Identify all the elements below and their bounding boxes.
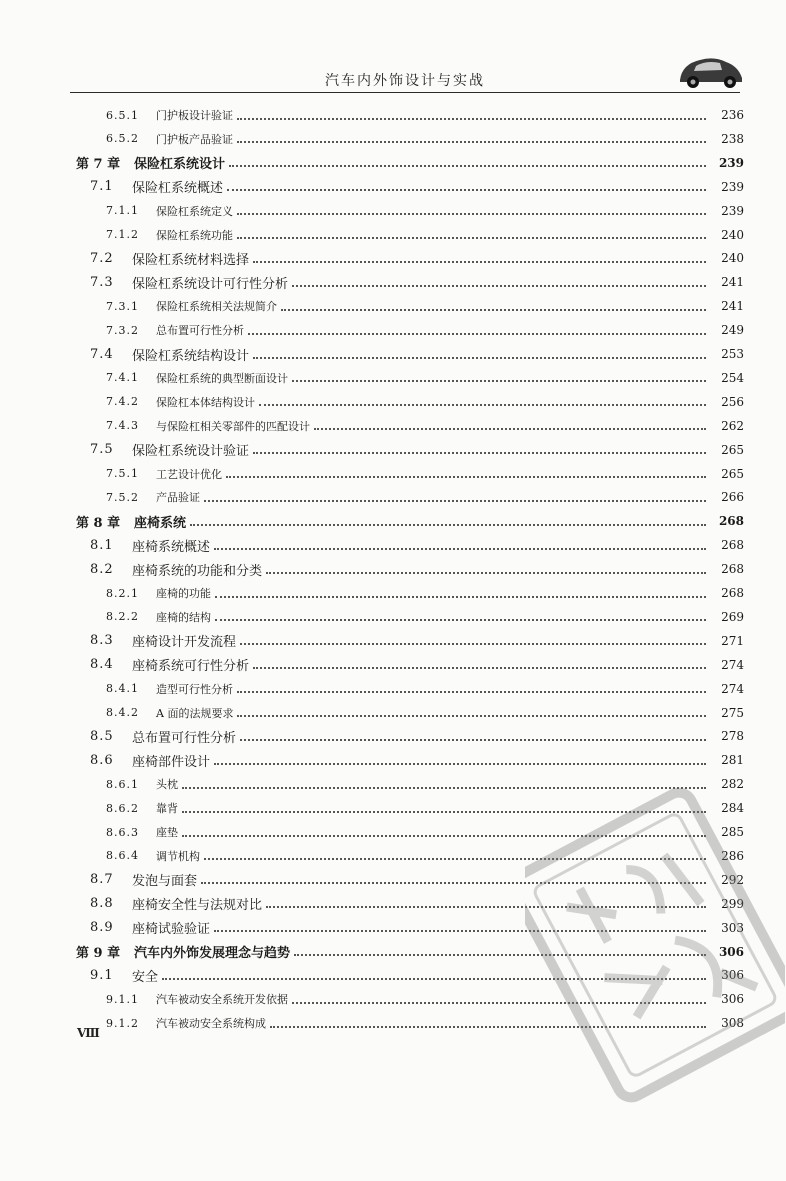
- toc-entry-number: 7.4.2: [106, 395, 139, 409]
- toc-entry-page: 271: [721, 633, 744, 648]
- toc-entry-title: 座椅试验验证: [132, 922, 211, 938]
- toc-entry-title: 发泡与面套: [132, 874, 198, 890]
- dot-leader: [190, 523, 706, 526]
- toc-entry-page: 238: [721, 131, 744, 146]
- toc-entry-title: 座椅安全性与法规对比: [132, 898, 263, 914]
- toc-entry-page: 274: [721, 681, 744, 696]
- watermark-stamp: [525, 780, 785, 1110]
- toc-entry-number: 8.7: [90, 872, 114, 888]
- toc-entry-number: 8.1: [90, 537, 114, 553]
- toc-entry-number: 8.2.2: [106, 610, 139, 624]
- dot-leader: [227, 188, 706, 191]
- toc-entry-page: 282: [721, 777, 744, 792]
- toc-entry-number: 8.6.2: [106, 801, 139, 815]
- toc-entry-page: 262: [721, 418, 744, 433]
- toc-subsection-row[interactable]: [106, 104, 744, 126]
- toc-entry-number: 8.6.1: [106, 777, 139, 791]
- toc-entry-number: 8.2.1: [106, 586, 139, 600]
- dot-leader: [240, 738, 706, 741]
- toc-entry-number: 7.3: [90, 274, 114, 290]
- dot-leader: [237, 690, 706, 693]
- toc-entry-number: 8.2: [90, 561, 114, 577]
- toc-entry-title: 座垫: [156, 826, 178, 839]
- toc-entry-title: 保险杠本体结构设计: [156, 395, 255, 409]
- toc-entry-page: 308: [721, 1016, 744, 1031]
- toc-section-row[interactable]: [90, 343, 744, 365]
- toc-entry-title: 安全: [132, 969, 159, 985]
- toc-subsection-row[interactable]: [106, 319, 744, 341]
- toc-entry-page: 306: [721, 992, 744, 1007]
- dot-leader: [248, 332, 706, 335]
- toc-chapter-row[interactable]: [76, 152, 744, 174]
- dot-leader: [314, 427, 706, 430]
- toc-entry-page: 256: [721, 394, 744, 409]
- toc-entry-title: 座椅部件设计: [132, 754, 211, 770]
- toc-entry-title: 保险杠系统设计: [134, 157, 226, 173]
- toc-entry-title: 保险杠系统概述: [132, 181, 224, 197]
- toc-entry-title: 门护板产品验证: [156, 132, 233, 146]
- toc-section-row[interactable]: [90, 176, 744, 198]
- toc-entry-number: 7.1: [90, 179, 114, 195]
- toc-entry-page: 241: [721, 275, 744, 290]
- dot-leader: [204, 499, 706, 502]
- toc-entry-page: 239: [718, 155, 744, 170]
- toc-section-row[interactable]: [90, 439, 744, 461]
- toc-entry-title: 产品验证: [156, 491, 200, 505]
- toc-entry-number: 8.6.4: [106, 849, 139, 863]
- toc-entry-title: 调节机构: [156, 849, 200, 863]
- toc-entry-title: 靠背: [156, 802, 178, 816]
- toc-entry-number: 第 7 章: [76, 157, 121, 173]
- toc-entry-number: 8.6: [90, 752, 114, 768]
- toc-entry-number: 6.5.1: [106, 108, 139, 122]
- toc-entry-title: 汽车被动安全系统构成: [156, 1017, 266, 1031]
- toc-entry-number: 第 9 章: [76, 946, 121, 961]
- dot-leader: [253, 260, 706, 263]
- toc-entry-title: 工艺设计优化: [156, 467, 222, 481]
- toc-entry-title: 汽车内外饰发展理念与趋势: [134, 946, 291, 961]
- toc-entry-page: 269: [721, 609, 744, 624]
- dot-leader: [214, 762, 706, 765]
- toc-entry-number: 7.3.1: [106, 299, 139, 313]
- toc-section-row[interactable]: [90, 271, 744, 293]
- toc-entry-page: 265: [721, 466, 744, 481]
- toc-entry-title: 保险杠系统材料选择: [132, 252, 250, 268]
- dot-leader: [266, 571, 706, 574]
- toc-entry-number: 7.1.2: [106, 228, 139, 241]
- toc-entry-title: 保险杠系统相关法规简介: [156, 300, 277, 314]
- toc-entry-title: 与保险杠相关零部件的匹配设计: [156, 419, 310, 433]
- toc-entry-page: 239: [721, 203, 744, 218]
- dot-leader: [237, 236, 706, 239]
- toc-entry-page: 240: [721, 251, 744, 266]
- toc-entry-page: 286: [721, 848, 744, 863]
- toc-entry-title: 座椅系统: [134, 515, 187, 531]
- toc-entry-title: 造型可行性分析: [156, 682, 233, 696]
- toc-entry-title: 座椅的功能: [156, 587, 211, 600]
- toc-subsection-row[interactable]: [106, 224, 744, 246]
- toc-section-row[interactable]: [90, 534, 744, 556]
- toc-entry-page: 306: [718, 944, 744, 959]
- toc-entry-number: 8.4: [90, 657, 114, 673]
- toc-entry-title: 保险杠系统功能: [156, 228, 233, 242]
- toc-section-row[interactable]: [90, 654, 744, 676]
- toc-entry-page: 299: [721, 896, 744, 911]
- dot-leader: [292, 284, 706, 287]
- toc-entry-title: 总布置可行性分析: [132, 730, 237, 746]
- toc-entry-title: 座椅系统概述: [132, 539, 211, 555]
- dot-leader: [215, 618, 706, 621]
- toc-entry-page: 268: [721, 538, 744, 553]
- dot-leader: [281, 308, 706, 311]
- toc-subsection-row[interactable]: [106, 702, 744, 724]
- toc-entry-number: 8.6.3: [106, 825, 139, 839]
- toc-subsection-row[interactable]: [106, 128, 744, 150]
- toc-entry-number: 7.4: [90, 346, 114, 362]
- toc-entry-title: 汽车被动安全系统开发依据: [156, 993, 288, 1007]
- toc-section-row[interactable]: [90, 247, 744, 269]
- dot-leader: [237, 117, 706, 120]
- toc-section-row[interactable]: [90, 558, 744, 580]
- dot-leader: [237, 140, 706, 143]
- toc-entry-page: 241: [721, 299, 744, 314]
- toc-entry-title: 保险杠系统的典型断面设计: [156, 371, 288, 385]
- toc-entry-number: 7.4.3: [106, 419, 139, 433]
- toc-entry-number: 8.4.2: [106, 706, 139, 719]
- toc-entry-number: 8.5: [90, 728, 114, 744]
- toc-entry-number: 9.1.2: [106, 1016, 139, 1030]
- toc-entry-title: 座椅系统的功能和分类: [132, 563, 263, 579]
- toc-entry-number: 8.9: [90, 920, 114, 936]
- book-title: 汽车内外饰设计与实战: [325, 73, 485, 89]
- toc-subsection-row[interactable]: [106, 295, 744, 317]
- toc-entry-title: A 面的法规要求: [156, 706, 234, 720]
- dot-leader: [237, 714, 706, 717]
- toc-entry-number: 8.8: [90, 896, 114, 912]
- dot-leader: [226, 475, 706, 478]
- running-header: [70, 52, 740, 94]
- toc-entry-title: 保险杠系统结构设计: [132, 348, 250, 364]
- header-rule: [70, 92, 740, 93]
- toc-entry-page: 306: [721, 968, 744, 983]
- toc-entry-page: 292: [721, 872, 744, 887]
- dot-leader: [237, 212, 706, 215]
- toc-entry-title: 保险杠系统设计验证: [132, 444, 250, 460]
- toc-subsection-row[interactable]: [106, 200, 744, 222]
- dot-leader: [215, 595, 706, 598]
- toc-entry-page: 275: [721, 705, 744, 720]
- toc-entry-page: 265: [721, 442, 744, 457]
- toc-entry-number: 第 8 章: [76, 515, 121, 531]
- toc-subsection-row[interactable]: [106, 678, 744, 700]
- toc-entry-number: 8.3: [90, 633, 114, 649]
- toc-entry-page: 268: [721, 562, 744, 577]
- toc-entry-title: 头枕: [156, 778, 178, 792]
- dot-leader: [253, 356, 706, 359]
- page-number: Ⅷ: [77, 1026, 100, 1040]
- dot-leader: [253, 451, 706, 454]
- toc-entry-number: 9.1: [90, 967, 114, 983]
- toc-entry-page: 254: [721, 370, 744, 385]
- toc-entry-number: 7.5.1: [106, 467, 139, 480]
- toc-chapter-row[interactable]: [76, 510, 744, 532]
- toc-entry-title: 保险杠系统定义: [156, 204, 233, 218]
- dot-leader: [259, 403, 706, 406]
- toc-subsection-row[interactable]: [106, 463, 744, 485]
- toc-entry-title: 保险杠系统设计可行性分析: [132, 276, 289, 292]
- toc-entry-title: 座椅系统可行性分析: [132, 659, 250, 675]
- toc-entry-page: 266: [721, 490, 744, 505]
- toc-section-row[interactable]: [90, 630, 744, 652]
- toc-entry-number: 7.5: [90, 442, 114, 458]
- toc-entry-title: 座椅设计开发流程: [132, 635, 237, 651]
- toc-subsection-row[interactable]: [106, 367, 744, 389]
- toc-entry-page: 249: [721, 323, 744, 338]
- toc-entry-page: 268: [718, 514, 744, 529]
- dot-leader: [240, 642, 706, 645]
- toc-entry-page: 253: [721, 347, 744, 361]
- toc-entry-page: 285: [721, 825, 744, 839]
- toc-entry-number: 7.4.1: [106, 371, 139, 385]
- toc-entry-number: 7.2: [90, 250, 114, 266]
- toc-entry-page: 284: [721, 801, 744, 816]
- toc-entry-page: 240: [721, 227, 744, 242]
- toc-entry-number: 6.5.2: [106, 132, 139, 146]
- vintage-car-icon: [676, 50, 746, 90]
- toc-entry-number: 7.1.1: [106, 204, 139, 218]
- dot-leader: [292, 379, 706, 382]
- toc-entry-page: 239: [721, 179, 744, 194]
- toc-entry-page: 278: [721, 729, 744, 744]
- toc-entry-page: 281: [721, 753, 744, 768]
- toc-subsection-row[interactable]: [106, 582, 744, 604]
- toc-entry-page: 274: [721, 657, 744, 672]
- toc-entry-page: 303: [721, 920, 744, 935]
- toc-subsection-row[interactable]: [106, 415, 744, 437]
- dot-leader: [253, 666, 706, 669]
- toc-entry-page: 268: [721, 586, 744, 600]
- toc-section-row[interactable]: [90, 725, 744, 747]
- dot-leader: [229, 164, 706, 167]
- toc-subsection-row[interactable]: [106, 486, 744, 508]
- toc-entry-page: 236: [721, 108, 744, 122]
- toc-entry-number: 9.1.1: [106, 992, 139, 1006]
- toc-entry-title: 门护板设计验证: [156, 109, 233, 122]
- toc-entry-number: 7.3.2: [106, 323, 139, 337]
- toc-entry-number: 8.4.1: [106, 682, 139, 696]
- toc-subsection-row[interactable]: [106, 391, 744, 413]
- toc-entry-number: 7.5.2: [106, 490, 139, 504]
- toc-entry-title: 座椅的结构: [156, 610, 211, 624]
- toc-section-row[interactable]: [90, 749, 744, 771]
- toc-subsection-row[interactable]: [106, 606, 744, 628]
- dot-leader: [214, 547, 706, 550]
- toc-entry-title: 总布置可行性分析: [156, 324, 244, 338]
